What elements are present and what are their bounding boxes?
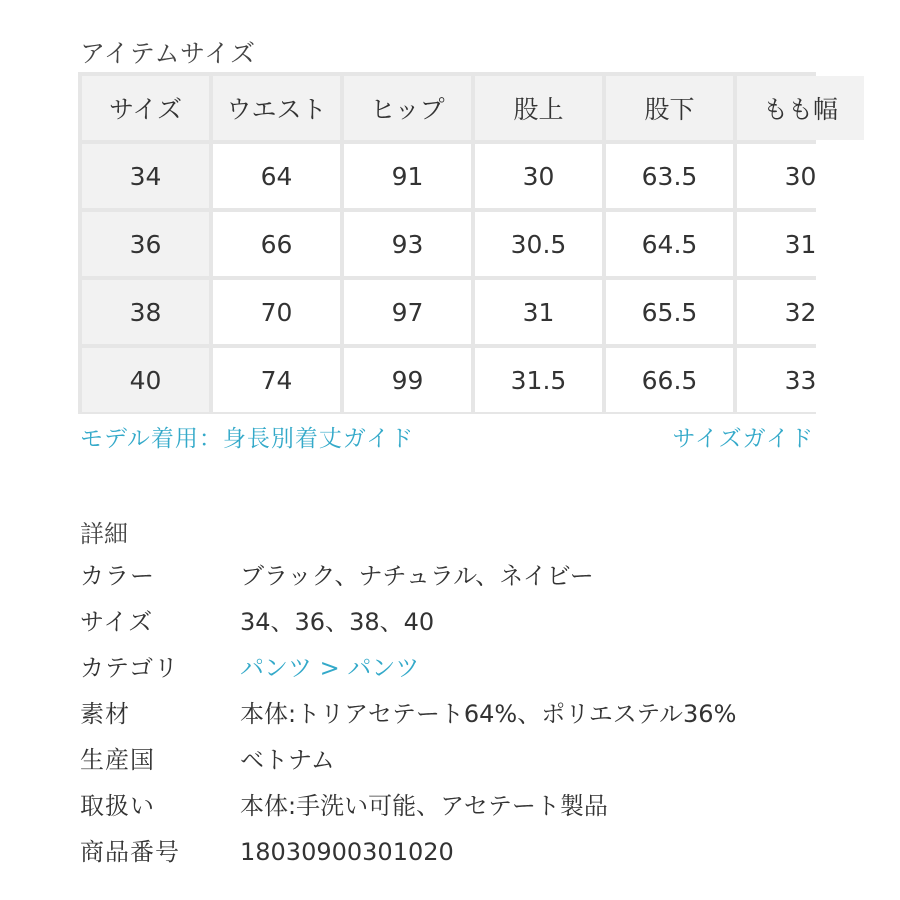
header-thigh: もも幅 (737, 76, 864, 140)
cell-inseam: 64.5 (606, 212, 733, 276)
detail-row-category (80, 648, 840, 694)
cell-rise: 31 (475, 280, 602, 344)
cell-waist: 66 (213, 212, 340, 276)
detail-value: ベトナム (240, 746, 335, 774)
table-row (82, 280, 864, 344)
cell-waist: 70 (213, 280, 340, 344)
detail-label: カラー (80, 562, 155, 590)
size-table (78, 72, 868, 416)
cell-rise: 30.5 (475, 212, 602, 276)
size-table-header-row (82, 76, 864, 140)
detail-row-size (80, 602, 840, 648)
detail-row-care (80, 786, 840, 832)
cell-waist: 74 (213, 348, 340, 412)
cell-hip: 91 (344, 144, 471, 208)
cell-size: 36 (82, 212, 209, 276)
cell-waist: 64 (213, 144, 340, 208)
table-row (82, 144, 864, 208)
detail-label: 素材 (80, 700, 130, 728)
cell-size: 40 (82, 348, 209, 412)
category-link[interactable]: パンツ > パンツ (240, 654, 420, 682)
detail-value: 本体:手洗い可能、アセテート製品 (240, 792, 608, 820)
cell-inseam: 66.5 (606, 348, 733, 412)
cell-thigh: 30 (737, 144, 864, 208)
detail-value: 本体:トリアセテート64%、ポリエステル36% (240, 700, 737, 728)
size-guide-link[interactable]: サイズガイド (672, 426, 814, 452)
detail-row-color (80, 556, 840, 602)
header-inseam: 股下 (606, 76, 733, 140)
header-rise: 股上 (475, 76, 602, 140)
detail-value: 18030900301020 (240, 838, 454, 866)
cell-size: 38 (82, 280, 209, 344)
detail-value: ブラック、ナチュラル、ネイビー (240, 562, 594, 590)
detail-label: 商品番号 (80, 838, 180, 866)
table-row (82, 348, 864, 412)
detail-value: 34、36、38、40 (240, 608, 435, 636)
table-row (82, 212, 864, 276)
cell-hip: 97 (344, 280, 471, 344)
header-size: サイズ (82, 76, 209, 140)
item-size-title: アイテムサイズ (80, 39, 257, 68)
detail-row-country (80, 740, 840, 786)
cell-inseam: 65.5 (606, 280, 733, 344)
detail-label: 取扱い (80, 792, 155, 820)
size-table-links (80, 420, 814, 456)
cell-inseam: 63.5 (606, 144, 733, 208)
cell-rise: 30 (475, 144, 602, 208)
cell-size: 34 (82, 144, 209, 208)
cell-hip: 99 (344, 348, 471, 412)
detail-label: サイズ (80, 608, 154, 636)
cell-thigh: 31 (737, 212, 864, 276)
cell-rise: 31.5 (475, 348, 602, 412)
detail-row-product-number (80, 832, 840, 878)
details-title: 詳細 (80, 520, 128, 548)
model-height-guide-link[interactable]: モデル着用：身長別着丈ガイド (80, 426, 415, 452)
detail-row-material (80, 694, 840, 740)
details-list (80, 556, 840, 878)
size-table-container (78, 72, 838, 414)
detail-label: 生産国 (80, 746, 155, 774)
header-waist: ウエスト (213, 76, 340, 140)
detail-label: カテゴリ (80, 654, 180, 682)
cell-thigh: 33 (737, 348, 864, 412)
header-hip: ヒップ (344, 76, 471, 140)
cell-hip: 93 (344, 212, 471, 276)
cell-thigh: 32 (737, 280, 864, 344)
